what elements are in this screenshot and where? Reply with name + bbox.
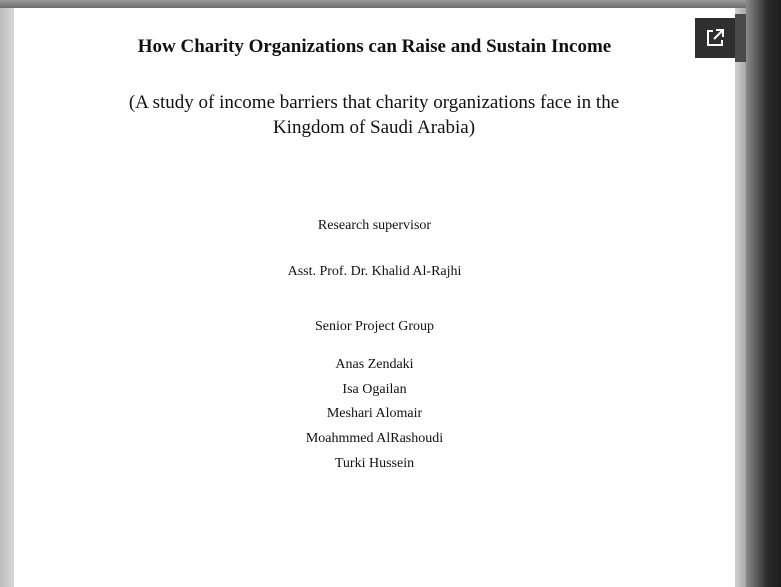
member-name: Turki Hussein xyxy=(334,456,415,471)
supervisor-name: Asst. Prof. Dr. Khalid Al-Rajhi xyxy=(287,264,462,279)
page-edge-shadow xyxy=(735,8,746,587)
document-title: How Charity Organizations can Raise and Sustain Income xyxy=(137,36,612,57)
supervisor-label: Research supervisor xyxy=(317,218,432,233)
viewer-frame-left xyxy=(0,8,14,587)
viewer-backdrop-top xyxy=(0,0,781,8)
group-label: Senior Project Group xyxy=(315,319,434,334)
open-external-button[interactable] xyxy=(695,18,735,58)
external-link-icon xyxy=(705,28,725,48)
scrollbar-thumb[interactable] xyxy=(735,14,746,62)
document-page xyxy=(14,8,735,587)
member-name: Meshari Alomair xyxy=(326,406,423,421)
member-name: Anas Zendaki xyxy=(335,357,414,372)
document-subtitle: (A study of income barriers that charity organizations face in the Kingdom of Saudi Arabia) xyxy=(128,92,620,138)
viewer-backdrop-right xyxy=(746,0,781,587)
member-name: Moahmmed AlRashoudi xyxy=(305,431,444,446)
member-name: Isa Ogailan xyxy=(342,382,407,397)
